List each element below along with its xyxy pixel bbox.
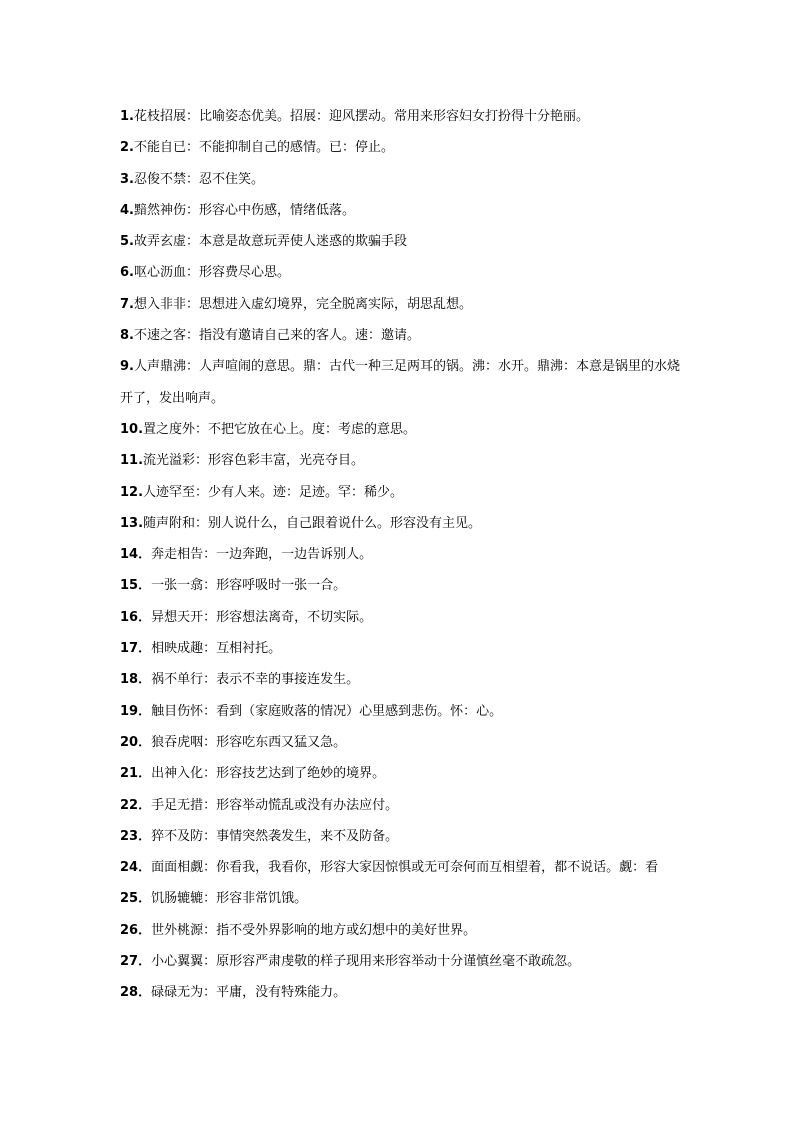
- entry-number: 25．: [120, 891, 152, 907]
- entry-number: 19．: [120, 703, 152, 719]
- entry-text: 随声附和：别人说什么，自己跟着说什么。形容没有主见。: [143, 515, 482, 531]
- entry-number: 11.: [120, 453, 144, 469]
- entry-text: 置之度外：不把它放在心上。度：考虑的意思。: [143, 421, 417, 437]
- entry-text: 出神入化：形容技艺达到了绝妙的境界。: [151, 766, 386, 782]
- entry-text: 不速之客：指没有邀请自己来的客人。速：邀请。: [133, 328, 420, 344]
- entry-text: 故弄玄虚：本意是故意玩弄使人迷惑的欺骗手段: [133, 234, 407, 250]
- entry-text: 相映成趣：互相衬托。: [151, 641, 282, 657]
- entry-text: 呕心沥血：形容费尽心思。: [133, 265, 290, 281]
- entry-number: 26．: [120, 922, 152, 938]
- entry-number: 9.: [120, 359, 134, 375]
- entry-text: 异想天开：形容想法离奇，不切实际。: [151, 609, 373, 625]
- list-item: [120, 320, 680, 351]
- list-item: [120, 289, 680, 320]
- entry-text: 触目伤怀：看到（家庭败落的情况）心里感到悲伤。怀：心。: [151, 703, 503, 719]
- entry-text: 一张一翕：形容呼吸时一张一合。: [151, 578, 347, 594]
- list-item: [120, 727, 680, 758]
- list-item: [120, 883, 680, 914]
- list-item: [120, 852, 680, 883]
- entry-text: 祸不单行：表示不幸的事接连发生。: [151, 672, 360, 688]
- idiom-list: [120, 101, 680, 1009]
- list-item: [120, 570, 680, 601]
- entry-text: 世外桃源：指不受外界影响的地方或幻想中的美好世界。: [151, 922, 477, 938]
- entry-text: 面面相觑：你看我，我看你，形容大家因惊惧或无可奈何而互相望着，都不说话。觑：看: [151, 860, 659, 876]
- entry-number: 21．: [120, 766, 152, 782]
- entry-number: 15．: [120, 578, 152, 594]
- list-item: [120, 696, 680, 727]
- entry-number: 12.: [120, 484, 144, 500]
- entry-number: 3.: [120, 171, 134, 187]
- entry-number: 16．: [120, 609, 152, 625]
- entry-number: 14．: [120, 547, 152, 563]
- entry-number: 28．: [120, 985, 152, 1001]
- entry-number: 22．: [120, 797, 152, 813]
- entry-number: 24．: [120, 860, 152, 876]
- list-item: [120, 101, 680, 132]
- entry-text: 忍俊不禁：忍不住笑。: [133, 171, 264, 187]
- list-item: [120, 539, 680, 570]
- list-item: [120, 445, 680, 476]
- entry-number: 23．: [120, 828, 152, 844]
- list-item: [120, 132, 680, 163]
- list-item: [120, 915, 680, 946]
- list-item: [120, 508, 680, 539]
- list-item: [120, 821, 680, 852]
- entry-number: 20．: [120, 734, 152, 750]
- entry-number: 8.: [120, 328, 134, 344]
- entry-text: 不能自已：不能抑制自己的感情。已：停止。: [133, 140, 394, 156]
- entry-text: 想入非非：思想进入虚幻境界，完全脱离实际，胡思乱想。: [133, 296, 472, 312]
- list-item: [120, 602, 680, 633]
- entry-text: 猝不及防：事情突然袭发生，来不及防备。: [151, 828, 399, 844]
- entry-number: 18．: [120, 672, 152, 688]
- entry-text: 手足无措：形容举动慌乱或没有办法应付。: [151, 797, 399, 813]
- entry-number: 4.: [120, 202, 134, 218]
- entry-number: 27．: [120, 954, 152, 970]
- list-item: [120, 664, 680, 695]
- list-item: [120, 414, 680, 445]
- entry-text: 碌碌无为：平庸，没有特殊能力。: [151, 985, 347, 1001]
- entry-text: 人迹罕至：少有人来。迹：足迹。罕：稀少。: [143, 484, 404, 500]
- list-item: [120, 633, 680, 664]
- list-item: [120, 477, 680, 508]
- list-item: [120, 164, 680, 195]
- entry-text: 花枝招展：比喻姿态优美。招展：迎风摆动。常用来形容妇女打扮得十分艳丽。: [133, 109, 589, 124]
- entry-number: 7.: [120, 296, 134, 312]
- entry-text: 流光溢彩：形容色彩丰富，光亮夺目。: [143, 453, 365, 469]
- list-item: [120, 790, 680, 821]
- entry-number: 13.: [120, 515, 144, 531]
- entry-text: 饥肠辘辘：形容非常饥饿。: [151, 891, 308, 907]
- entry-number: 10.: [120, 421, 144, 437]
- entry-number: 17．: [120, 641, 152, 657]
- entry-text: 人声鼎沸：人声喧闹的意思。鼎：古代一种三足两耳的锅。沸：水开。鼎沸：本意是锅里的水烧开了，发出响声。: [120, 359, 680, 406]
- list-item: [120, 257, 680, 288]
- entry-text: 狼吞虎咽：形容吃东西又猛又急。: [151, 734, 347, 750]
- list-item: [120, 195, 680, 226]
- entry-number: 6.: [120, 265, 134, 281]
- entry-number: 1.: [120, 109, 134, 124]
- list-item: [120, 946, 680, 977]
- entry-text: 小心翼翼：原形容严肃虔敬的样子现用来形容举动十分谨慎丝毫不敢疏忽。: [151, 954, 581, 970]
- list-item: [120, 351, 680, 414]
- entry-text: 奔走相告：一边奔跑，一边告诉别人。: [151, 547, 373, 563]
- list-item: [120, 977, 680, 1008]
- list-item: [120, 226, 680, 257]
- entry-number: 5.: [120, 234, 134, 250]
- entry-text: 黯然神伤：形容心中伤感，情绪低落。: [133, 202, 355, 218]
- list-item: [120, 758, 680, 789]
- entry-number: 2.: [120, 140, 134, 156]
